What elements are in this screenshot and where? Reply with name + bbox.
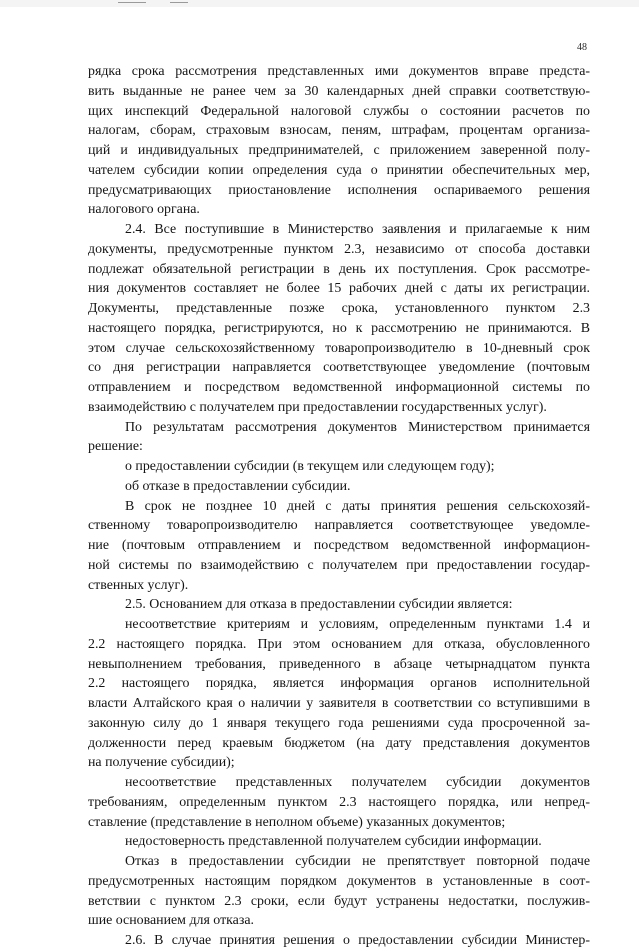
- text-line: подлежат обязательной регистрации в день их поступления. Срок рассмотре-: [88, 261, 590, 277]
- text-line: взаимодействию с получателем при предоставлении государственных услуг).: [88, 399, 547, 415]
- paragraph: [88, 62, 590, 220]
- text-line: шие основанием для отказа.: [88, 913, 254, 929]
- text-line: несоответствие критериям и условиям, определенным пунктами 1.4 и: [125, 617, 590, 632]
- paragraph: [88, 595, 590, 615]
- text-line: этом случае сельскохозяйственному товаропроизводителю в 10-дневный срок: [88, 340, 590, 356]
- text-line: настоящего порядка, регистрируются, но к рассмотрению не принимаются. В: [88, 320, 590, 336]
- text-line: 2.4. Все поступившие в Министерство заявления и прилагаемые к ним: [125, 222, 590, 237]
- text-line: ций и индивидуальных предпринимателей, с приложением заверенной полу-: [88, 143, 590, 158]
- paragraph: [88, 477, 590, 497]
- text-line: решение:: [88, 439, 143, 455]
- text-line: налогового органа.: [88, 202, 200, 218]
- text-line: о предоставлении субсидии (в текущем или следующем году);: [125, 459, 495, 474]
- text-line: долженности перед краевым бюджетом (на дату представления документов: [88, 735, 590, 751]
- text-line: документы, предусмотренные пунктом 2.3, независимо от способа доставки: [88, 241, 590, 257]
- text-line: 2.2 настоящего порядка, является информация органов исполнительной: [88, 676, 590, 692]
- text-line: несоответствие представленных получателем субсидии документов: [125, 775, 590, 790]
- text-line: об отказе в предоставлении субсидии.: [125, 478, 351, 494]
- text-line: требованиям, определенным пунктом 2.3 настоящего порядка, или непред-: [88, 794, 590, 810]
- text-line: 2.6. В случае принятия решения о предоставлении субсидии Министер-: [125, 933, 590, 948]
- text-line: 2.5. Основанием для отказа в предоставлении субсидии является:: [125, 597, 513, 613]
- scan-artifact-mark: [118, 2, 146, 3]
- text-line: со дня регистрации направляется соответствующее уведомление (почтовым: [88, 360, 590, 376]
- text-line: Отказ в предоставлении субсидии не препятствует повторной подаче: [125, 854, 590, 869]
- text-line: недостоверность представленной получателем субсидии информации.: [125, 834, 542, 850]
- page-number: 48: [577, 42, 587, 53]
- text-line: ственному товаропроизводителю направляется соответствующее уведомле-: [88, 518, 590, 534]
- text-line: ния документов составляет не более 15 рабочих дней с даты их регистрации.: [88, 281, 590, 297]
- text-line: отправлением и посредством ведомственной информационной системы по: [88, 380, 590, 395]
- paragraph: [88, 931, 590, 951]
- paragraph: [88, 773, 590, 832]
- text-line: рядка срока рассмотрения представленных ими документов вправе предста-: [88, 64, 590, 79]
- text-line: предусматривающих приостановление исполнения оспариваемого решения: [88, 182, 590, 198]
- text-line: По результатам рассмотрения документов Министерством принимается: [125, 419, 590, 435]
- text-line: на получение субсидии);: [88, 755, 235, 771]
- text-line: невыполнением требования, приведенного в абзаце четырнадцатом пункта: [88, 656, 590, 672]
- text-line: щих инспекций Федеральной налоговой службы о состоянии расчетов по: [88, 103, 590, 119]
- document-body: [88, 62, 590, 951]
- text-line: ственных услуг).: [88, 577, 189, 593]
- text-line: чателем субсидии копии определения суда о принятии обеспечительных мер,: [88, 162, 590, 178]
- paragraph: [88, 497, 590, 596]
- paragraph: [88, 220, 590, 418]
- paragraph: [88, 832, 590, 852]
- text-line: вить выданные не ранее чем за 30 календарных дней справки соответствую-: [88, 83, 590, 99]
- scan-artifact-mark: [170, 2, 188, 3]
- text-line: ной системы по взаимодействию с получателем при предоставлении государ-: [88, 557, 590, 573]
- text-line: 2.2 настоящего порядка. При этом основанием для отказа, обусловленного: [88, 636, 590, 652]
- text-line: Документы, представленные позже срока, установленного пунктом 2.3: [88, 301, 590, 316]
- text-line: власти Алтайского края о наличии у заявителя в соответствии со вступившими в: [88, 696, 590, 711]
- text-line: В срок не позднее 10 дней с даты принятия решения сельскохозяй-: [125, 498, 590, 514]
- text-line: предусмотренных настоящим порядком документов в установленные в соот-: [88, 873, 590, 889]
- paragraph: [88, 457, 590, 477]
- text-line: налогам, сборам, страховым взносам, пеням, штрафам, процентам организа-: [88, 123, 590, 139]
- text-line: ние (почтовым отправлением и посредством ведомственной информацион-: [88, 538, 590, 553]
- scan-top-edge: [0, 0, 639, 7]
- paragraph: [88, 615, 590, 773]
- text-line: законную силу до 1 января текущего года решениями суда просроченной за-: [88, 715, 590, 731]
- text-line: ставление (представление в неполном объеме) указанных документов;: [88, 814, 506, 830]
- paragraph: [88, 418, 590, 458]
- paragraph: [88, 852, 590, 931]
- text-line: ветствии с пунктом 2.3 сроки, если будут устранены недостатки, послужив-: [88, 893, 590, 909]
